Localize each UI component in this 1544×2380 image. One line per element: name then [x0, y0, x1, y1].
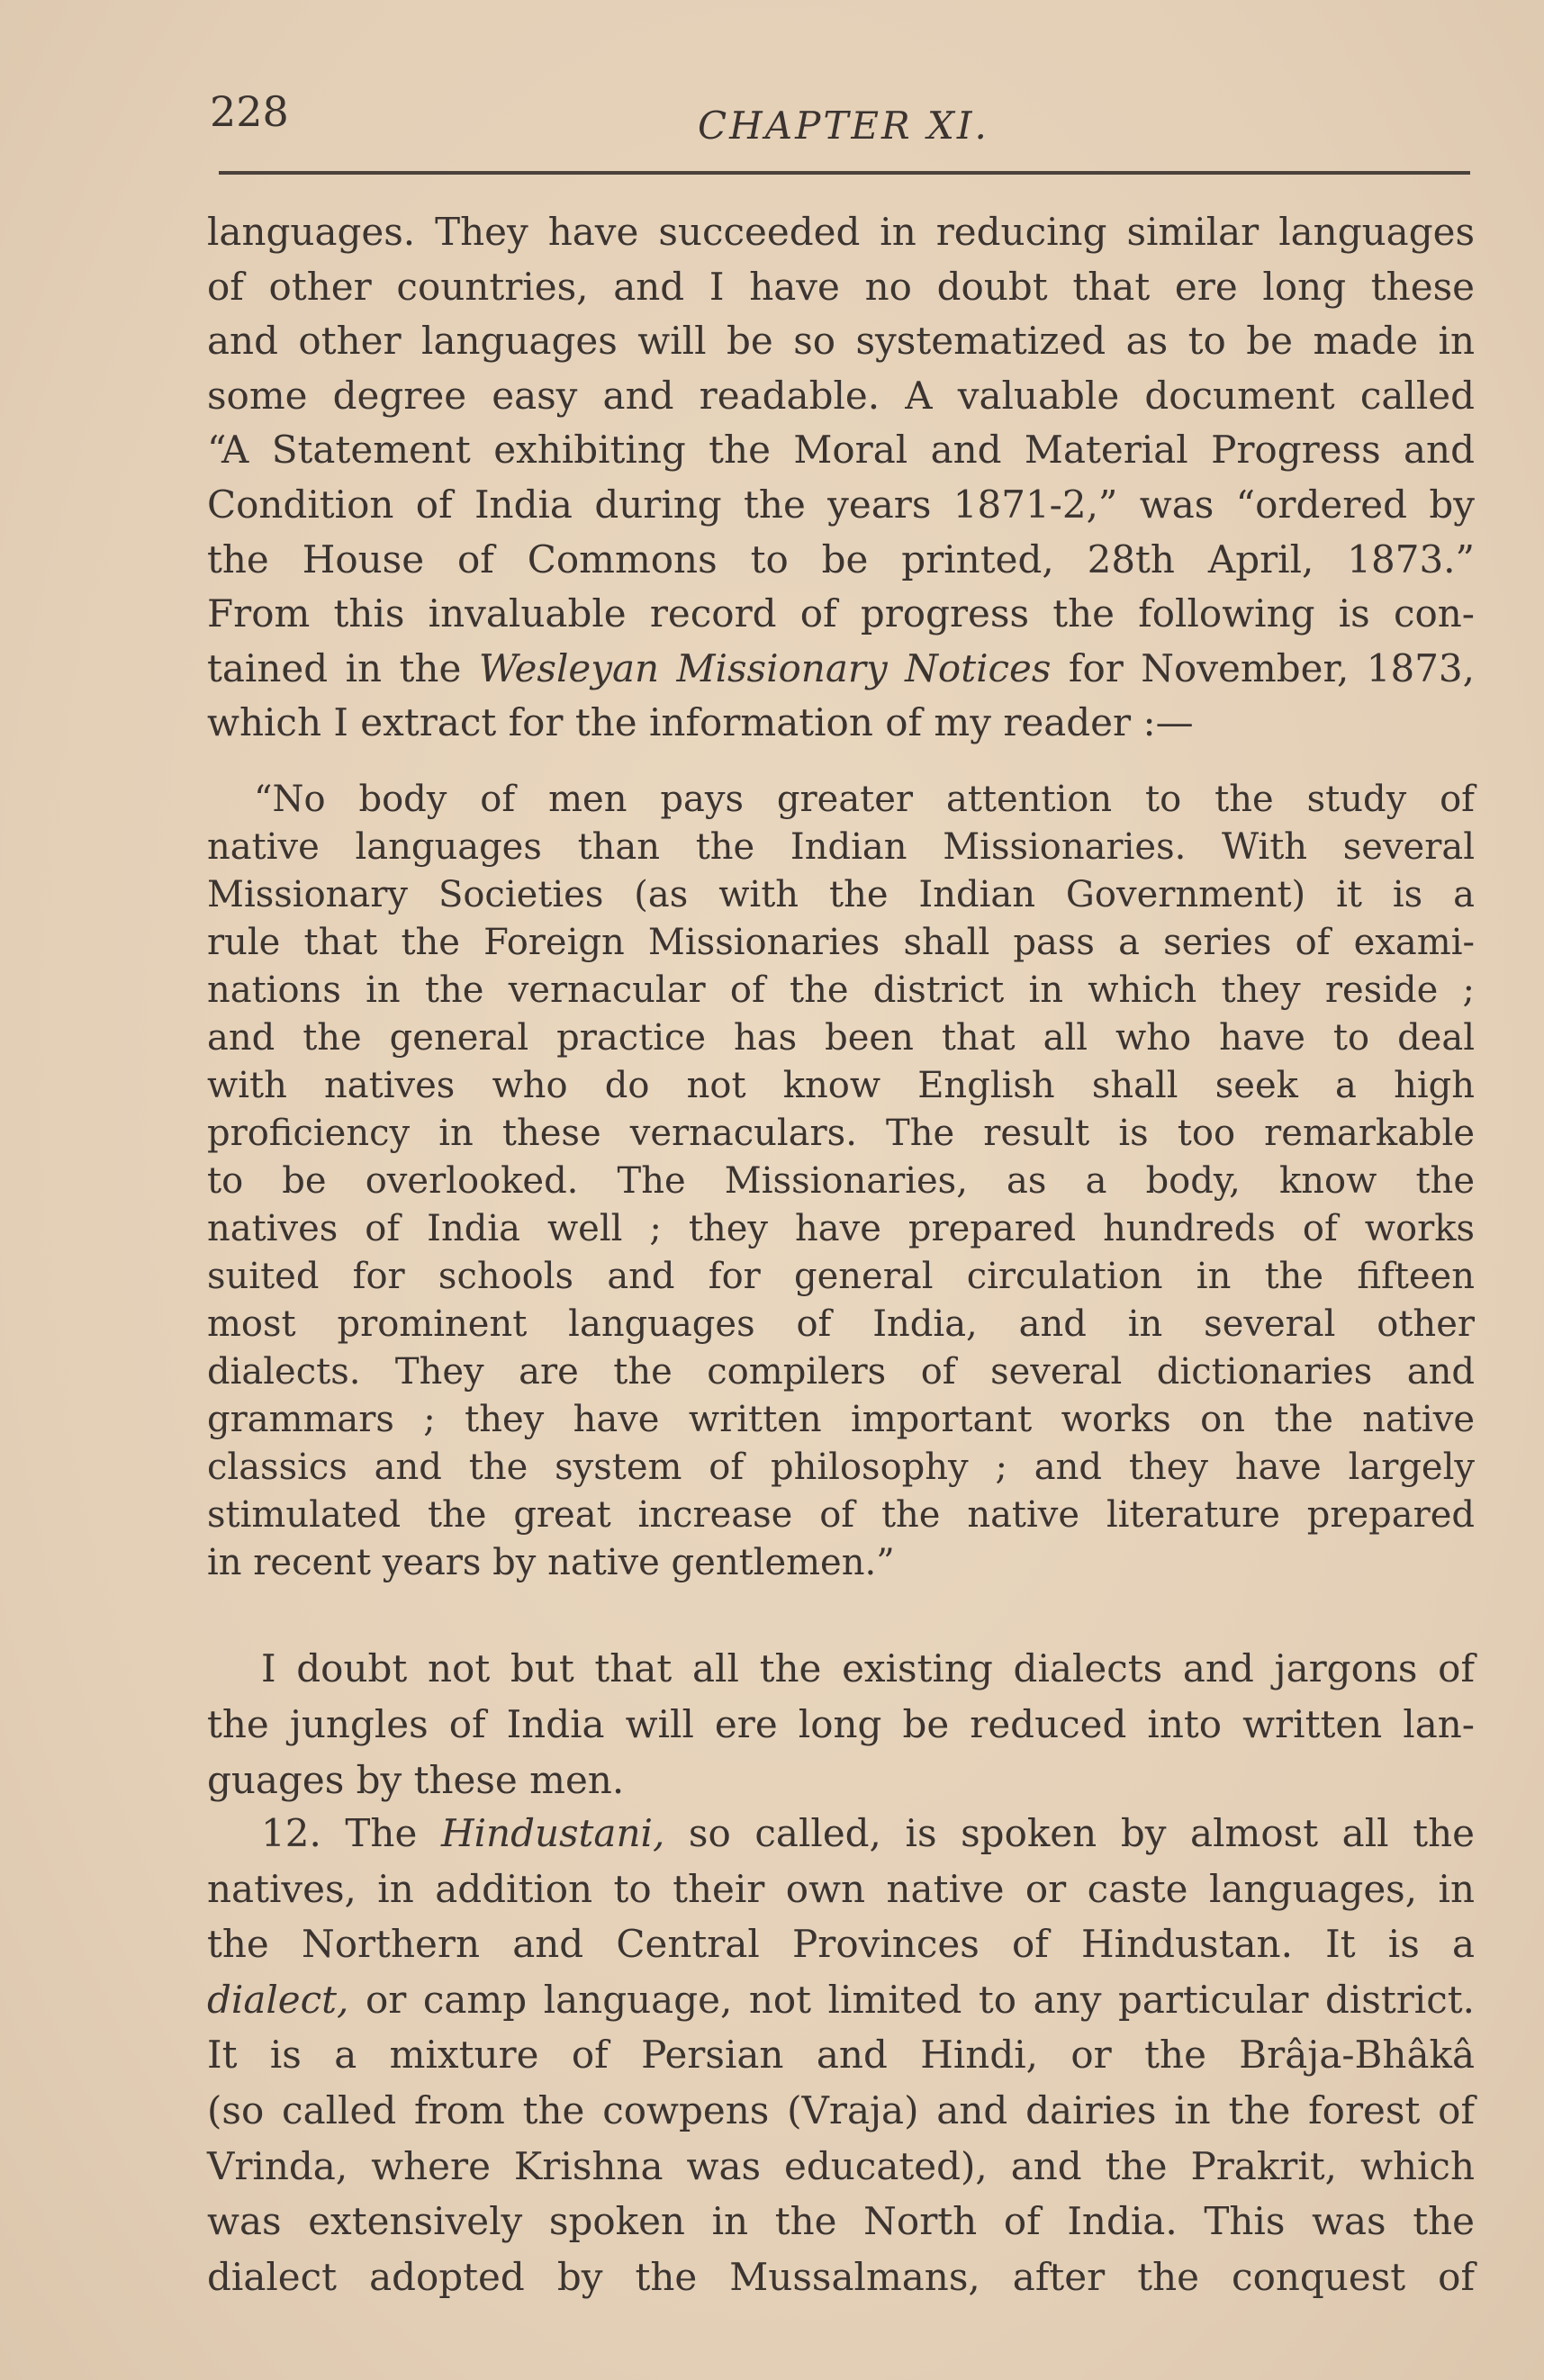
quote-line: with natives who do not know English shall seek a high: [207, 1065, 1475, 1106]
text-line: the Northern and Central Provinces of Hindustan. It is a: [207, 1922, 1475, 1967]
text-line: and other languages will be so systematized as to be made in: [207, 319, 1475, 364]
text-run: 12. The: [261, 1811, 441, 1855]
chapter-heading: CHAPTER XI.: [698, 104, 989, 148]
quote-line: stimulated the great increase of the native literature prepared: [207, 1494, 1475, 1536]
text-line: It is a mixture of Persian and Hindi, or the Brâja-Bhâkâ: [207, 2033, 1475, 2078]
term-hindustani: Hindustani,: [440, 1811, 665, 1855]
block-quote: [207, 776, 1475, 1587]
quote-line: nations in the vernacular of the district in which they reside ;: [207, 969, 1475, 1011]
text-line: dialect adopted by the Mussalmans, after the conquest of: [207, 2254, 1475, 2299]
quote-line: in recent years by native gentlemen.”: [207, 1542, 895, 1583]
text-line: guages by these men.: [207, 1758, 625, 1802]
text-line: the jungles of India will ere long be reduced into written lan-: [207, 1702, 1475, 1746]
quote-line: “No body of men pays greater attention to the study of: [254, 779, 1475, 820]
text-line: Condition of India during the years 1871-2,” was “ordered by: [207, 482, 1475, 527]
quote-line: to be overlooked. The Missionaries, as a body, know the: [207, 1160, 1475, 1202]
paragraph-dialects: [207, 1641, 1475, 1808]
text-line: [207, 1972, 1475, 2028]
header-rule: [219, 171, 1470, 175]
quote-line: grammars ; they have written important works on the native: [207, 1399, 1475, 1440]
quote-line: natives of India well ; they have prepared hundreds of works: [207, 1208, 1475, 1249]
quote-line: most prominent languages of India, and in several other: [207, 1303, 1475, 1345]
text-run: for November, 1873,: [1051, 645, 1475, 690]
quote-line: Missionary Societies (as with the Indian Government) it is a: [207, 874, 1475, 915]
text-run: so called, is spoken by almost all the: [664, 1811, 1475, 1855]
paragraph-languages: [207, 205, 1475, 751]
quote-line: native languages than the Indian Missionaries. With several: [207, 826, 1475, 868]
text-line: [207, 642, 1475, 697]
quote-line: and the general practice has been that all who have to deal: [207, 1017, 1475, 1059]
text-line: [207, 1806, 1475, 1862]
text-run: or camp language, not limited to any particular district.: [348, 1977, 1475, 2022]
quote-line: rule that the Foreign Missionaries shall pass a series of exami-: [207, 922, 1475, 963]
text-line: “A Statement exhibiting the Moral and Material Progress and: [207, 428, 1475, 473]
text-line: which I extract for the information of my reader :—: [207, 700, 1194, 745]
text-line: natives, in addition to their own native or caste languages, in: [207, 1866, 1475, 1911]
page-number: 228: [210, 87, 289, 136]
section-12-hindustani: [207, 1806, 1475, 2304]
text-line: of other countries, and I have no doubt that ere long these: [207, 264, 1475, 309]
text-run: tained in the: [207, 645, 479, 690]
text-line: (so called from the cowpens (Vraja) and dairies in the forest of: [207, 2087, 1475, 2132]
quote-line: proficiency in these vernaculars. The result is too remarkable: [207, 1113, 1475, 1154]
text-line: some degree easy and readable. A valuable document called: [207, 373, 1475, 418]
term-dialect: dialect,: [207, 1977, 349, 2022]
text-line: Vrinda, where Krishna was educated), and the Prakrit, which: [207, 2143, 1475, 2188]
text-line: was extensively spoken in the North of India. This was the: [207, 2199, 1475, 2244]
text-line: the House of Commons to be printed, 28th April, 1873.”: [207, 536, 1475, 581]
quote-line: classics and the system of philosophy ; and they have largely: [207, 1447, 1475, 1488]
periodical-title: Wesleyan Missionary Notices: [478, 645, 1052, 690]
quote-line: suited for schools and for general circulation in the fifteen: [207, 1256, 1475, 1297]
quote-line: dialects. They are the compilers of several dictionaries and: [207, 1351, 1475, 1393]
text-line: languages. They have succeeded in reducing similar languages: [207, 210, 1475, 254]
text-line: I doubt not but that all the existing dialects and jargons of: [261, 1646, 1475, 1690]
text-line: From this invaluable record of progress the following is con-: [207, 591, 1475, 636]
